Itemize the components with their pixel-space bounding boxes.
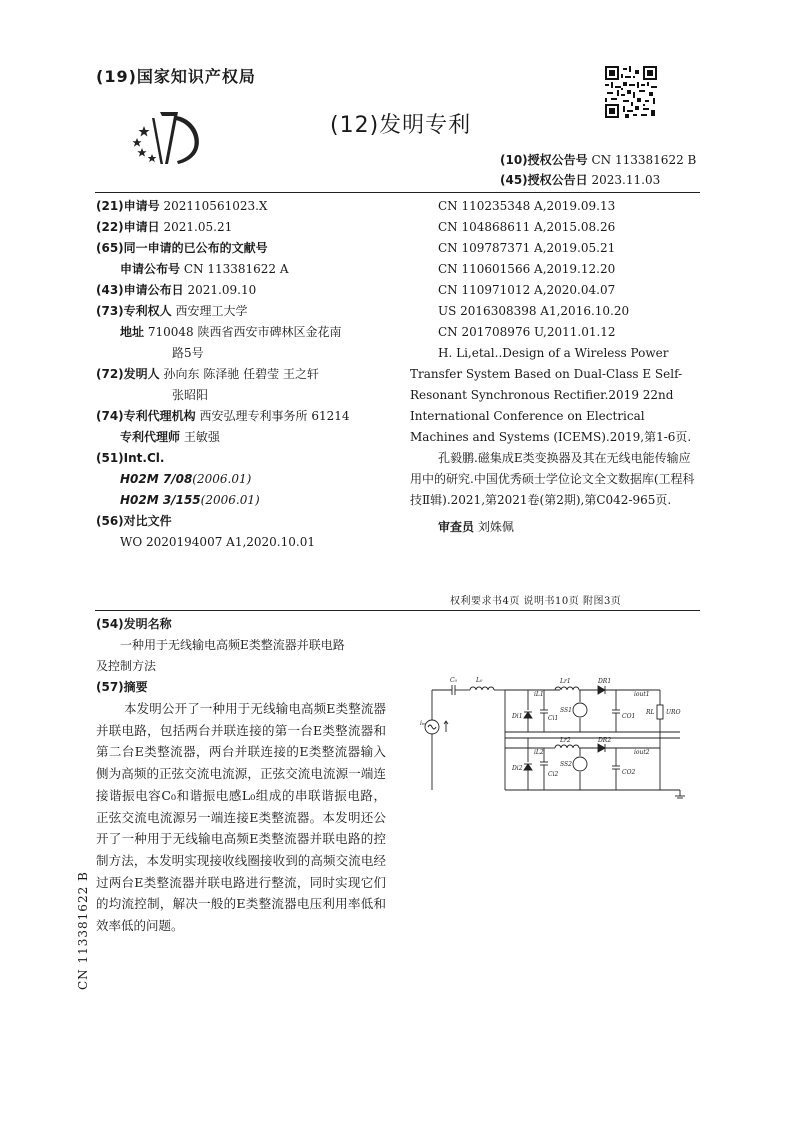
grant-date-label: (45)授权公告日 [500,173,588,187]
label-lr2: Lr2 [560,737,571,744]
title-block [96,614,396,698]
abstract-label: (57)摘要 [96,680,148,694]
page-counts: 权利要求书4页 说明书10页 附图3页 [450,596,622,607]
ref-1: WO 2020194007 A1,2020.10.01 [120,535,315,549]
address-label: 地址 [120,325,145,339]
biblio-right [410,196,700,538]
label-dr1: DR1 [598,678,612,685]
title-line-1: 一种用于无线输电高频E类整流器并联电路 [120,638,345,652]
label-ss1: SS1 [560,707,572,714]
address-value-2: 路5号 [172,346,204,360]
label-il2: iL2 [534,749,544,756]
patentee-value: 西安理工大学 [175,304,248,318]
section-rule [95,610,700,611]
examiner-value: 刘姝佩 [477,520,514,534]
refs-label: (56)对比文件 [96,514,172,528]
ipc-1-version: (2006.01) [192,472,252,486]
app-pub-date-label: (43)申请公布日 [96,283,184,297]
app-no-label: (21)申请号 [96,199,160,213]
label-rl: RL [646,709,655,716]
office-name: (19)国家知识产权局 [96,67,256,86]
inventors-label: (72)发明人 [96,367,160,381]
literature-2: 孔毅鹏.磁集成E类变换器及其在无线电能传输应用中的研究.中国优秀硕士学位论文全文数据库(工程科技Ⅱ辑).2021,第2021卷(第2期),第C042-965页. [410,451,695,507]
inventors-value-2: 张昭阳 [172,388,209,402]
abstract-text: 本发明公开了一种用于无线输电高频E类整流器并联电路，包括两台并联连接的第一台E类整流器和第二台E类整流器，两台并联连接的E类整流器输入侧为高频的正弦交流电流源，正弦交流电流源一端连接谐振电容C₀和谐振电感L₀组成的串联谐振电路，正弦交流电流源另一端连接E类整流器。本发明还公开了一种用于无线输电高频E类整流器并联电路的控制方法，本发明实现接收线圈接收到的高频交流电经过两台E类整流器并联电路进行整流，同时实现它们的均流控制，解决一般的E类整流器电压利用率低和效率低的问题。 [96,701,386,934]
label-co1: CO1 [622,713,636,720]
document-type: (12)发明专利 [330,113,472,138]
ipc-1-code: H02M 7/08 [120,472,193,486]
app-pub-no-value: CN 113381622 A [183,262,289,276]
publication-info [500,150,696,190]
grant-no-label: (10)授权公告号 [500,153,588,167]
grant-no-value: CN 113381622 B [591,153,697,167]
label-di1: Di1 [512,713,523,720]
app-pub-date-value: 2021.09.10 [187,283,257,297]
inventors-value-1: 孙向东 陈泽驰 任碧莹 王之轩 [163,367,319,381]
biblio-left [96,196,396,553]
patentee-label: (73)专利权人 [96,304,172,318]
agent-value: 王敏强 [183,430,220,444]
grant-date-value: 2023.11.03 [591,173,661,187]
abstract [96,698,386,937]
citation-item: CN 104868611 A,2015.08.26 [438,220,616,234]
ipc-2-version: (2006.01) [200,493,260,507]
app-pub-no-label: 申请公布号 [120,262,181,276]
citation-item: CN 110601566 A,2019.12.20 [438,262,616,276]
app-no-value: 202110561023.X [163,199,268,213]
label-il1: iL1 [534,691,544,698]
label-iin: iᵢₙ [420,720,426,727]
citation-item: CN 110971012 A,2020.04.07 [438,283,616,297]
same-app-label: (65)同一申请的已公布的文献号 [96,241,268,255]
qr-code [605,66,657,122]
label-l0: L₀ [476,677,483,684]
header-rule [95,192,700,193]
title-line-2: 及控制方法 [96,659,157,673]
address-value-1: 710048 陕西省西安市碑林区金花南 [147,325,342,339]
label-iout1: iout1 [634,691,650,698]
ipc-2-code: H02M 3/155 [120,493,201,507]
label-di2: Di2 [512,765,523,772]
label-co2: CO2 [622,769,636,776]
label-iout2: iout2 [634,749,650,756]
title-label: (54)发明名称 [96,617,172,631]
examiner-label: 审查员 [438,520,475,534]
cnipa-logo [130,106,206,172]
side-publication-number: CN 113381622 B [76,871,90,990]
citation-item: CN 110235348 A,2019.09.13 [438,199,616,213]
app-date-label: (22)申请日 [96,220,160,234]
citation-item: CN 109787371 A,2019.05.21 [438,241,616,255]
circuit-diagram [420,672,695,806]
label-dr2: DR2 [598,737,612,744]
label-lr1: Lr1 [560,678,571,685]
label-c0: C₀ [450,677,457,684]
label-ss2: SS2 [560,761,572,768]
label-ci2: Ci2 [548,771,559,778]
agency-value: 西安弘理专利事务所 61214 [199,409,350,423]
ipc-label: (51)Int.Cl. [96,451,165,465]
agency-label: (74)专利代理机构 [96,409,196,423]
label-ci1: Ci1 [548,715,559,722]
app-date-value: 2021.05.21 [163,220,233,234]
label-uro: URO [666,709,681,716]
citation-item: CN 201708976 U,2011.01.12 [438,325,616,339]
agent-label: 专利代理师 [120,430,181,444]
literature-1: H. Li,etal..Design of a Wireless Power Transfer System Based on Dual-Class E Self-Resonant Synchronous Rectifier.2019 22nd International Conference on Electrical Machines and Systems (ICEMS).2019,第1-6页. [410,346,692,444]
citation-item: US 2016308398 A1,2016.10.20 [438,304,630,318]
